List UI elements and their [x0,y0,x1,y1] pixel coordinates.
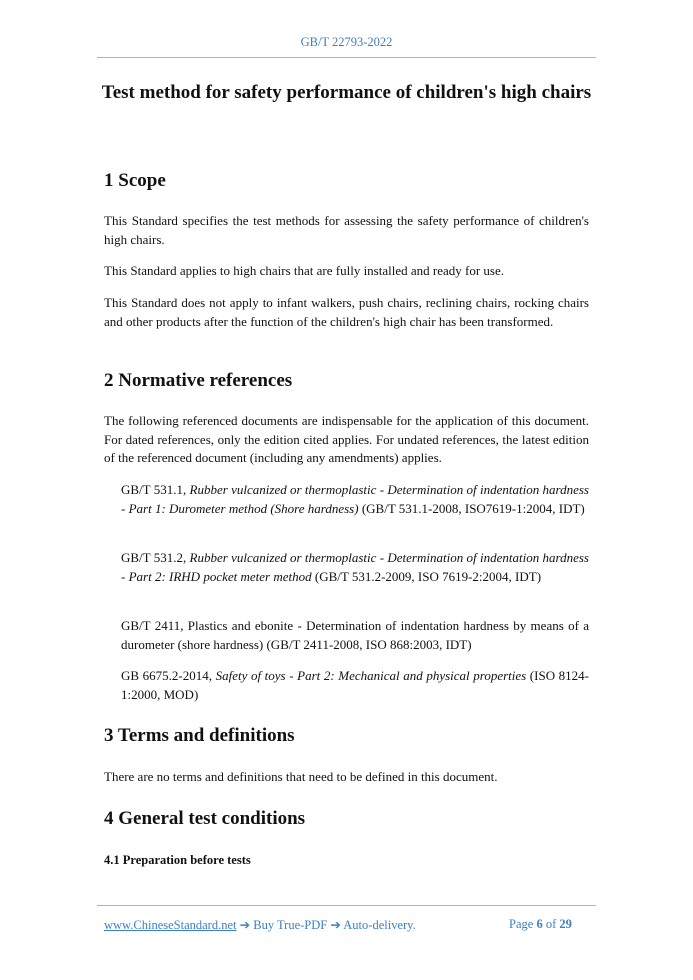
section-heading-normative-references: 2 Normative references [104,370,293,391]
page-total: 29 [559,917,572,931]
buy-true-pdf-link[interactable]: Buy True-PDF [253,918,328,932]
reference-equivalence: (ISO 8124-1:2000, MOD) [121,668,590,702]
reference-item-gbt-531-2 [121,549,589,586]
scope-paragraph-2: This Standard applies to high chairs that are fully installed and ready for use. [104,263,504,278]
reference-equivalence: (GB/T 531.1-2008, ISO7619-1:2004, IDT) [358,500,585,516]
arrow-icon: ➔ [327,918,344,932]
reference-title: Rubber vulcanized or thermoplastic - Determination of indentation hardness - Part 2: IRHD pocket meter method [121,550,589,584]
subsection-heading-preparation: 4.1 Preparation before tests [104,853,251,867]
reference-item-gbt-531-1 [121,481,589,518]
reference-item-gb-6675-2 [121,667,589,704]
section-heading-general-conditions: 4 General test conditions [104,808,306,829]
scope-paragraph-3: This Standard does not apply to infant walkers, push chairs, reclining chairs, rocking chairs and other products after the function of the children's high chair has been transformed. [104,295,589,329]
reference-code: GB/T 531.2, [121,550,190,565]
terms-paragraph: There are no terms and definitions that need to be defined in this document. [104,769,498,784]
page-current: 6 [536,917,543,931]
scope-paragraph-1: This Standard specifies the test methods for assessing the safety performance of children's high chairs. [104,213,589,247]
arrow-icon: ➔ [236,918,254,932]
reference-title: Rubber vulcanized or thermoplastic - Determination of indentation hardness - Part 1: Durometer method (Shore hardness) [121,482,589,516]
reference-equivalence: (GB/T 531.2-2009, ISO 7619-2:2004, IDT) [311,568,542,584]
reference-title: Safety of toys - Part 2: Mechanical and physical properties [215,668,527,683]
page-header: GB/T 22793-2022 [300,35,393,49]
section-heading-terms: 3 Terms and definitions [104,725,295,746]
reference-code: GB 6675.2-2014, [121,668,216,683]
auto-delivery-text: Auto-delivery. [343,918,416,932]
reference-code: GB/T 531.1, [121,482,190,497]
footer-divider [97,905,596,906]
page-of: of [542,917,560,931]
normative-intro-paragraph: The following referenced documents are indispensable for the application of this document. For dated references, only the edition cited applies. For undated references, the latest edition of the referenced document (including any amendments) applies. [104,413,589,465]
header-divider [97,57,596,58]
page-label: Page [509,917,537,931]
section-heading-scope: 1 Scope [104,170,166,191]
reference-item-gbt-2411: GB/T 2411, Plastics and ebonite - Determination of indentation hardness by means of a durometer (shore hardness) (GB/T 2411-2008, ISO 868:2003, IDT) [121,618,589,652]
footer-links [104,917,416,933]
page-number [509,917,572,932]
site-link[interactable]: www.ChineseStandard.net [104,918,237,932]
document-title: Test method for safety performance of children's high chairs [101,82,592,103]
